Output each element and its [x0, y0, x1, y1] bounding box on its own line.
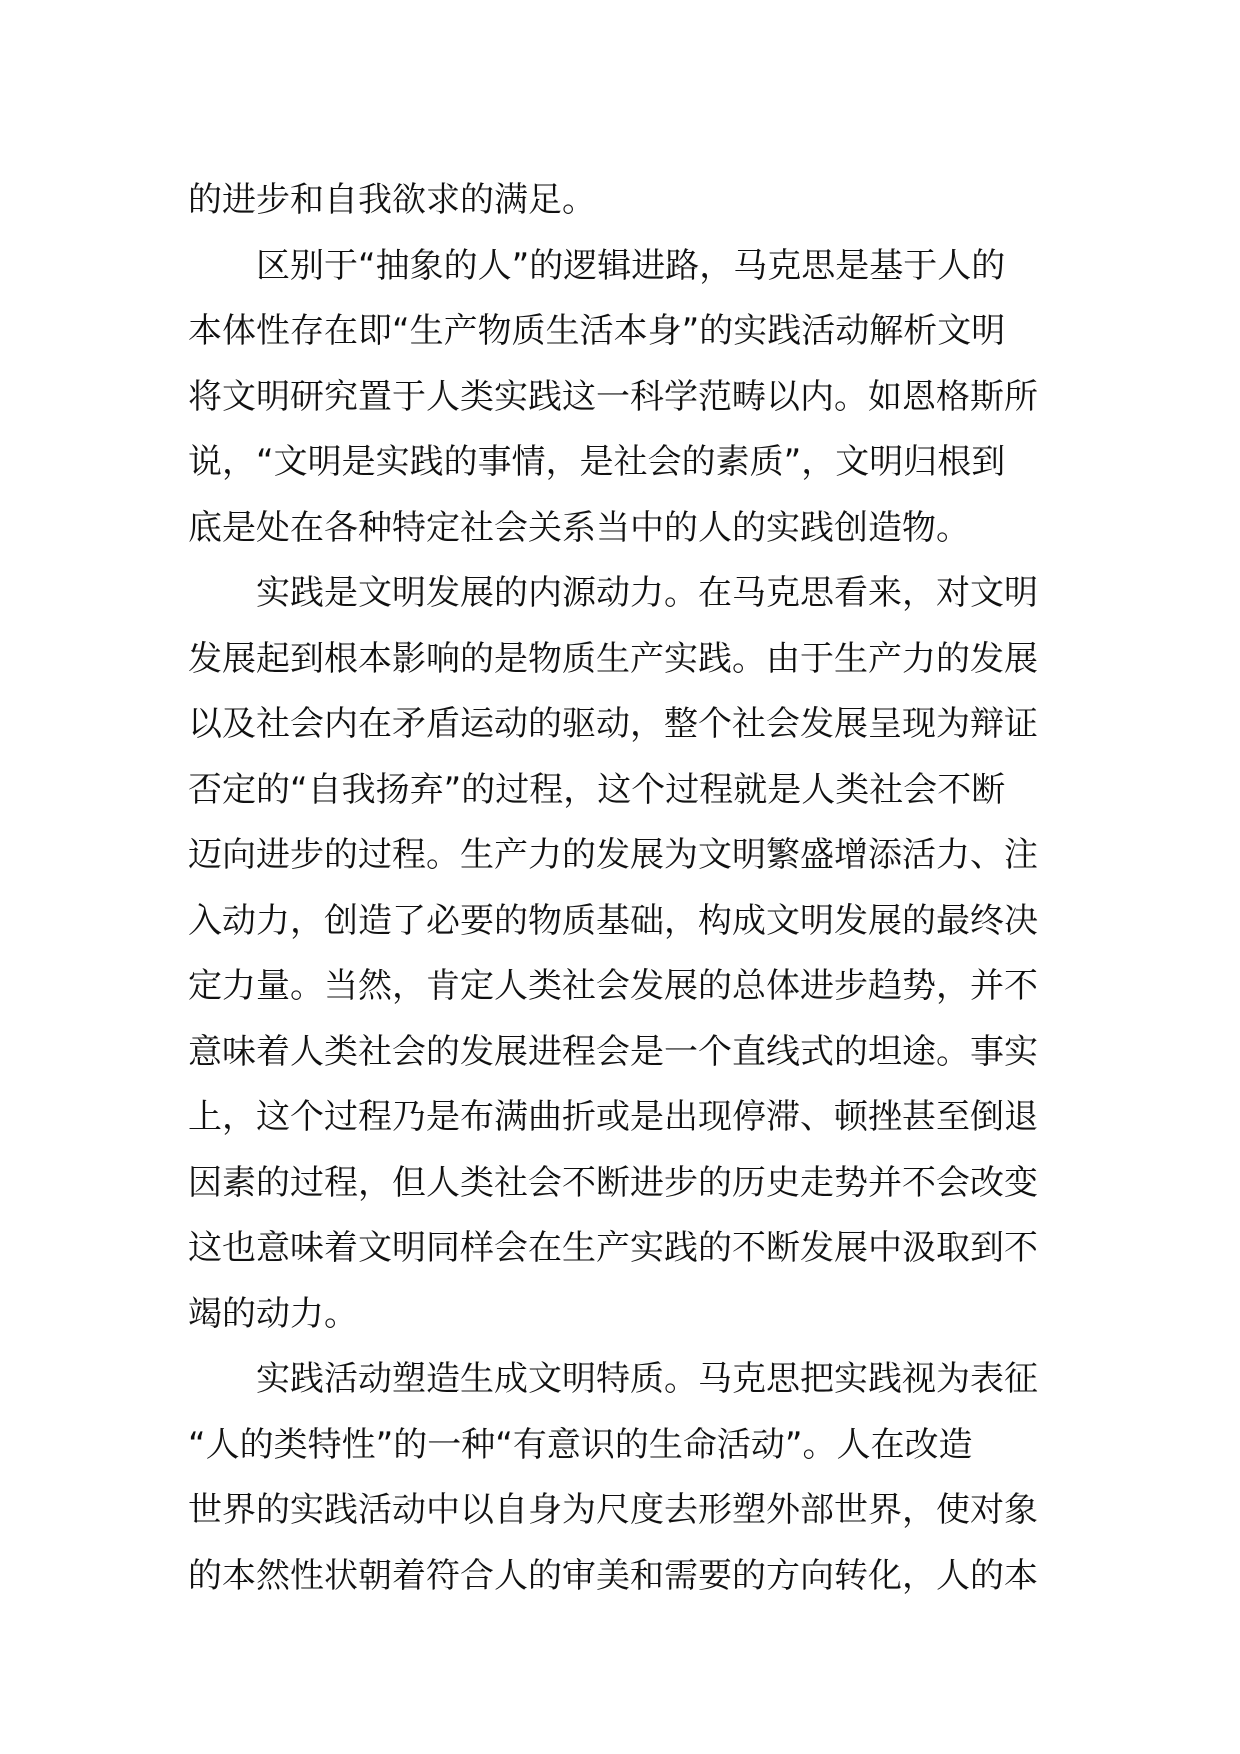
text-line: 的本然性状朝着符合人的审美和需要的方向转化，人的本: [188, 1555, 1038, 1596]
paragraph-3: [188, 561, 1060, 1347]
text-line: 入动力，创造了必要的物质基础，构成文明发展的最终决: [188, 900, 1038, 941]
text-line: 发展起到根本影响的是物质生产实践。由于生产力的发展: [188, 638, 1038, 679]
text-line: “人的类特性”的一种“有意识的生命活动”。人在改造: [188, 1424, 973, 1465]
text-line: 上，这个过程乃是布满曲折或是出现停滞、顿挫甚至倒退: [188, 1097, 1038, 1137]
text-line: 竭的动力。: [188, 1293, 358, 1334]
paragraph-4: [188, 1347, 1060, 1609]
text-line: 世界的实践活动中以自身为尺度去形塑外部世界，使对象: [188, 1490, 1038, 1530]
body-text: [188, 168, 1060, 1609]
text-line: 底是处在各种特定社会关系当中的人的实践创造物。: [188, 507, 970, 548]
text-line: 否定的“自我扬弃”的过程，这个过程就是人类社会不断: [188, 769, 1006, 810]
text-line: 以及社会内在矛盾运动的驱动，整个社会发展呈现为辩证: [188, 704, 1038, 744]
text-line: 实践是文明发展的内源动力。在马克思看来，对文明: [256, 573, 1038, 613]
text-line: 说，“文明是实践的事情，是社会的素质”，文明归根到: [188, 442, 1006, 482]
paragraph-1: [188, 168, 1060, 234]
text-line: 定力量。当然，肯定人类社会发展的总体进步趋势，并不: [188, 966, 1038, 1006]
text-line: 区别于“抽象的人”的逻辑进路，马克思是基于人的: [256, 245, 1006, 286]
text-line: 因素的过程，但人类社会不断进步的历史走势并不会改变: [188, 1162, 1038, 1203]
text-line: 的进步和自我欲求的满足。: [188, 180, 596, 220]
text-line: 将文明研究置于人类实践这一科学范畴以内。如恩格斯所: [188, 376, 1038, 417]
text-line: 这也意味着文明同样会在生产实践的不断发展中汲取到不: [188, 1228, 1038, 1268]
text-line: 实践活动塑造生成文明特质。马克思把实践视为表征: [256, 1359, 1038, 1399]
text-line: 本体性存在即“生产物质生活本身”的实践活动解析文明: [188, 311, 1006, 351]
paragraph-2: [188, 234, 1060, 562]
text-line: 意味着人类社会的发展进程会是一个直线式的坦途。事实: [188, 1031, 1038, 1072]
text-line: 迈向进步的过程。生产力的发展为文明繁盛增添活力、注: [188, 835, 1038, 875]
